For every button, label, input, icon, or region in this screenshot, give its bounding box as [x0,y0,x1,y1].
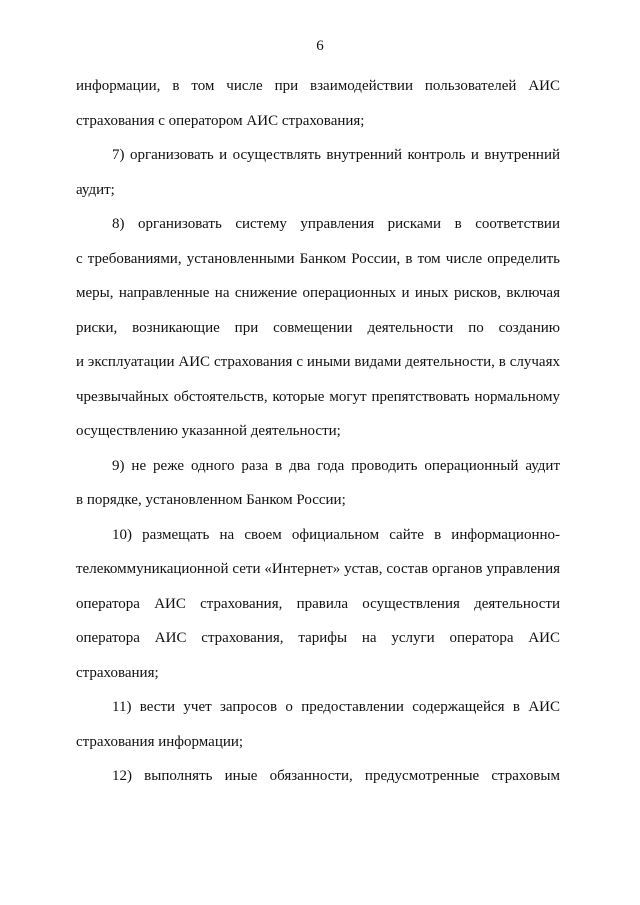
item-8-line: 8) организовать систему управления рисками в соответствии [112,216,560,232]
text-line: чрезвычайных обстоятельств, которые могут препятствовать нормальному [76,388,560,405]
item-12-line: 12) выполнять иные обязанности, предусмотренные страховым [112,768,560,784]
text-line: оператора АИС страхования, правила осуществления деятельности [76,595,560,612]
text-line: осуществлению указанной деятельности; [76,423,341,439]
text-line: оператора АИС страхования, тарифы на услуги оператора АИС [76,630,560,646]
text-line: страхования; [76,664,159,681]
text-line: с требованиями, установленными Банком России, в том числе определить [76,250,560,267]
text-line: и эксплуатации АИС страхования с иными видами деятельности, в случаях [76,354,560,370]
item-7-line: 7) организовать и осуществлять внутренний контроль и внутренний [112,147,560,163]
page-number: 6 [316,38,324,54]
text-line: аудит; [76,181,115,198]
text-line: риски, возникающие при совмещении деятельности по созданию [76,319,560,336]
document-body [76,76,560,801]
text-line: страхования информации; [76,733,244,750]
text-line: страхования с оператором АИС страхования; [76,112,365,129]
item-11-line: 11) вести учет запросов о предоставлении содержащейся в АИС [112,699,560,715]
text-line: информации, в том числе при взаимодействии пользователей АИС [76,78,560,94]
item-10-line: 10) размещать на своем официальном сайте в информационно- [112,526,560,543]
text-line: в порядке, установленном Банком России; [76,492,346,508]
text-line: телекоммуникационной сети «Интернет» устав, состав органов управления [76,561,560,577]
text-line: меры, направленные на снижение операционных и иных рисков, включая [76,285,560,301]
item-9-line: 9) не реже одного раза в два года проводить операционный аудит [112,457,560,474]
